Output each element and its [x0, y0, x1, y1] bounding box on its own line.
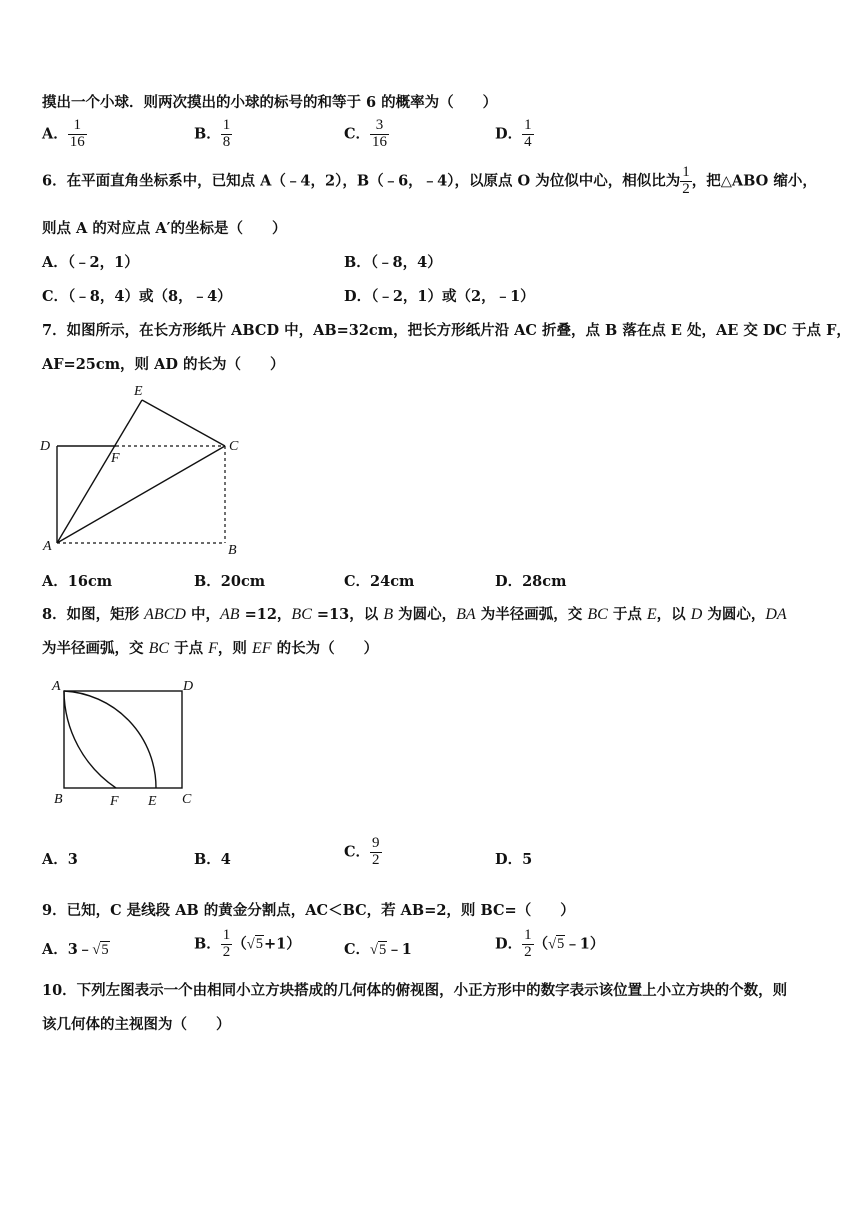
q8-option-b: B．4 — [194, 851, 231, 868]
q8-label-b: B — [54, 792, 63, 807]
q7-line-ac — [57, 446, 225, 543]
q8-stem-line1: 8．如图，矩形 ABCD 中，AB =12，BC =13，以 B 为圆心，BA 为半径画弧，交 BC 于点 E，以 D 为圆心，DA — [42, 606, 787, 623]
q9-option-b: B． $\frac{1}{2}$ （√5+1） — [194, 927, 301, 960]
q8-label-c: C — [182, 792, 192, 807]
q8-label-d: D — [183, 679, 194, 694]
q6-option-d: D．（﹣2，1）或（2，﹣1） — [344, 288, 535, 305]
q9-option-a: A．3﹣√5 — [42, 941, 109, 958]
q5-option-c: C． $\frac{3}{16}$ — [344, 117, 388, 150]
q8-option-c: C． $\frac{9}{2}$ — [344, 835, 380, 868]
q7-label-e: E — [134, 384, 143, 399]
q5-option-b: B． $\frac{1}{8}$ — [194, 117, 231, 150]
q7-label-a: A — [43, 539, 52, 554]
q7-label-c: C — [229, 439, 239, 454]
q7-option-c: C．24cm — [344, 573, 415, 590]
q9-option-c: C．√5﹣1 — [344, 941, 412, 958]
q6-stem-line1: 6．在平面直角坐标系中，已知点 A（﹣4，2），B（﹣6，﹣4），以原点 O 为位似中心，相似比为 $\frac{1}{2}$ ，把△ABO 缩小， — [42, 164, 817, 197]
q7-label-b: B — [228, 543, 237, 558]
q7-line-ec — [142, 400, 225, 446]
q7-option-b: B．20cm — [194, 573, 266, 590]
q10-stem-line2: 该几何体的主视图为（ ） — [42, 1016, 231, 1033]
q9-option-d: D． $\frac{1}{2}$ （√5﹣1） — [495, 927, 605, 960]
q10-stem-line1: 10．下列左图表示一个由相同小立方块搭成的几何体的俯视图，小正方形中的数字表示该位置上小立方块的个数，则 — [42, 982, 788, 999]
q7-label-d: D — [40, 439, 51, 454]
q6-stem-line2: 则点 A 的对应点 A′的坐标是（ ） — [42, 220, 287, 237]
q8-label-e: E — [148, 794, 157, 809]
q7-fold-figure — [30, 380, 250, 560]
q7-option-d: D．28cm — [495, 573, 567, 590]
q5-option-a: A． $\frac{1}{16}$ — [42, 117, 85, 150]
q8-arc-figure — [40, 670, 220, 815]
q7-label-f: F — [111, 451, 120, 466]
q8-label-f: F — [110, 794, 119, 809]
q9-stem: 9．已知，C 是线段 AB 的黄金分割点，AC＜BC，若 AB=2，则 BC=（ ） — [42, 902, 575, 919]
q6-option-c: C．（﹣8，4）或（8，﹣4） — [42, 288, 232, 305]
q7-line-ae — [57, 400, 142, 543]
q5-stem: 摸出一个小球．则两次摸出的小球的标号的和等于 6 的概率为（ ） — [42, 94, 498, 111]
q7-option-a: A．16cm — [42, 573, 113, 590]
q8-arc-d-a — [64, 691, 116, 788]
q8-stem-line2: 为半径画弧，交 BC 于点 F，则 EF 的长为（ ） — [42, 640, 379, 657]
q5-option-d: D． $\frac{1}{4}$ — [495, 117, 532, 150]
q6-option-a: A．（﹣2，1） — [42, 254, 139, 271]
q7-stem-line1: 7．如图所示，在长方形纸片 ABCD 中，AB=32cm，把长方形纸片沿 AC 折叠，点 B 落在点 E 处，AE 交 DC 于点 F， — [42, 322, 851, 339]
q7-stem-line2: AF=25cm，则 AD 的长为（ ） — [42, 356, 285, 373]
q6-option-b: B．（﹣8，4） — [344, 254, 442, 271]
q8-rectangle — [64, 691, 182, 788]
q8-option-a: A．3 — [42, 851, 78, 868]
q8-arc-b-a — [64, 691, 156, 788]
q8-option-d: D．5 — [495, 851, 533, 868]
q8-label-a: A — [52, 679, 61, 694]
